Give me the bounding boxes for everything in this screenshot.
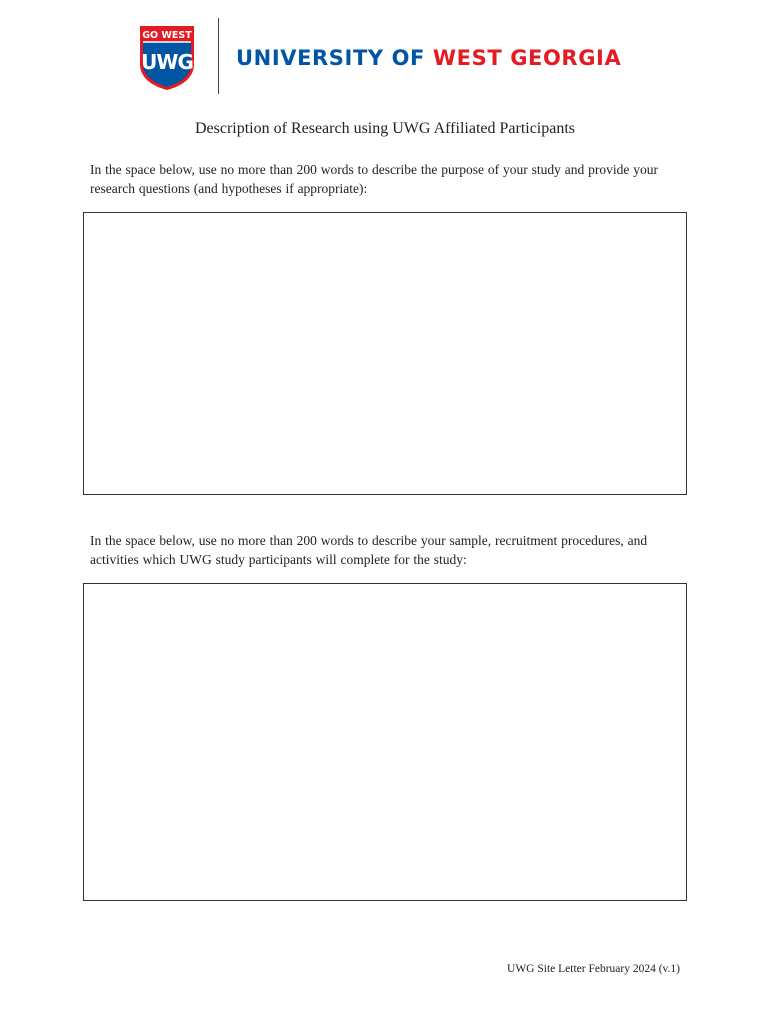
university-name-part2: WEST GEORGIA — [432, 46, 622, 70]
badge-main-text: UWG — [141, 50, 193, 74]
header — [138, 18, 658, 94]
section-1-response-box[interactable] — [83, 212, 687, 495]
document-title: Description of Research using UWG Affiliated Participants — [194, 120, 576, 137]
footer-version-text: UWG Site Letter February 2024 (v.1) — [507, 963, 680, 975]
section-2-instruction: In the space below, use no more than 200 words to describe your sample, recruitment procedures, and activities which UWG study participants will complete for the study: — [90, 533, 648, 567]
uwg-shield-logo — [138, 24, 196, 92]
badge-top-text: GO WEST — [142, 30, 192, 41]
header-divider — [218, 18, 219, 94]
university-name-part1: UNIVERSITY OF — [236, 46, 425, 70]
section-2-response-box[interactable] — [83, 583, 687, 901]
section-1-instruction: In the space below, use no more than 200 words to describe the purpose of your study and provide your research questions (and hypotheses if appropriate): — [90, 162, 658, 196]
university-name — [236, 46, 621, 70]
